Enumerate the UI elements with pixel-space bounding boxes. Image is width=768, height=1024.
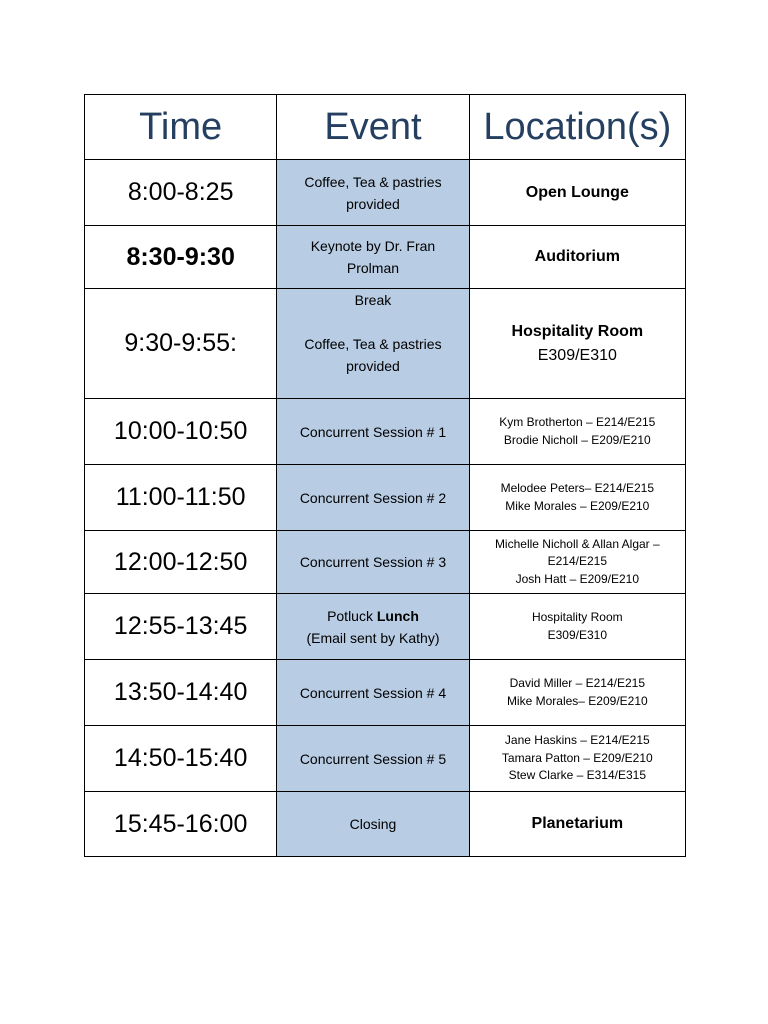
location-text: Open Lounge [525, 183, 629, 201]
location-text: E309/E310 [547, 627, 607, 642]
event-text-bold: Lunch [376, 607, 419, 624]
event-text: Coffee, Tea & pastries [304, 173, 442, 190]
location-cell [469, 399, 685, 465]
schedule-row [85, 465, 686, 531]
location-text: Melodee Peters– E214/E215 [500, 481, 655, 495]
event-text: Prolman [346, 260, 400, 276]
location-text: Stew Clarke – E314/E315 [508, 768, 647, 783]
event-text: provided [346, 195, 400, 212]
location-text: Mike Morales – E209/E210 [505, 498, 650, 513]
event-text: Concurrent Session # 3 [299, 554, 447, 570]
header-event: Event [277, 95, 469, 160]
time-cell: 10:00-10:50 [85, 399, 277, 465]
schedule-row [85, 226, 686, 289]
event-cell [277, 465, 469, 531]
location-text: Brodie Nicholl – E209/E210 [503, 432, 651, 447]
event-text: Closing [349, 816, 397, 832]
location-cell [469, 792, 685, 857]
location-text: E214/E215 [547, 554, 607, 569]
location-text: Planetarium [531, 815, 624, 832]
time-cell: 9:30-9:55: [85, 289, 277, 399]
event-cell [277, 289, 469, 399]
location-cell [469, 726, 685, 792]
location-text: Michelle Nicholl & Allan Algar – [494, 536, 660, 551]
location-text: Kym Brotherton – E214/E215 [499, 415, 656, 429]
schedule-row [85, 399, 686, 465]
schedule-row [85, 594, 686, 660]
time-cell: 15:45-16:00 [85, 792, 277, 857]
event-text: Concurrent Session # 4 [299, 684, 447, 701]
event-text: Concurrent Session # 2 [299, 489, 447, 506]
location-cell [469, 226, 685, 289]
location-text: David Miller – E214/E215 [509, 676, 646, 690]
blank-line [280, 311, 465, 333]
location-cell [469, 289, 685, 399]
event-text: Keynote by Dr. Fran [310, 238, 436, 254]
schedule-row [85, 289, 686, 399]
time-cell: 12:00-12:50 [85, 531, 277, 594]
location-cell [469, 594, 685, 660]
schedule-row [85, 160, 686, 226]
schedule-row [85, 531, 686, 594]
location-text: Josh Hatt – E209/E210 [515, 571, 640, 586]
time-cell: 12:55-13:45 [85, 594, 277, 660]
location-text: Auditorium [534, 248, 620, 265]
event-cell [277, 531, 469, 594]
event-cell [277, 226, 469, 289]
event-text: Break [354, 292, 392, 308]
schedule-row [85, 792, 686, 857]
event-cell [277, 160, 469, 226]
header-row [85, 95, 686, 160]
event-text: Concurrent Session # 1 [299, 423, 447, 440]
location-text: Hospitality Room [531, 610, 623, 624]
location-cell [469, 160, 685, 226]
time-cell: 14:50-15:40 [85, 726, 277, 792]
time-cell: 13:50-14:40 [85, 660, 277, 726]
event-cell [277, 726, 469, 792]
event-text-prefix: Potluck [327, 607, 377, 624]
event-cell [277, 660, 469, 726]
header-time: Time [85, 95, 277, 160]
location-cell [469, 465, 685, 531]
time-cell: 8:30-9:30 [85, 226, 277, 289]
event-cell [277, 594, 469, 660]
location-text: Hospitality Room [511, 322, 644, 340]
location-text: Mike Morales– E209/E210 [506, 693, 648, 708]
event-text: provided [346, 358, 400, 374]
header-location: Location(s) [469, 95, 685, 160]
event-text [280, 605, 465, 627]
location-text: Jane Haskins – E214/E215 [504, 733, 650, 748]
location-text: Tamara Patton – E209/E210 [501, 750, 653, 765]
event-text: Coffee, Tea & pastries [304, 336, 442, 352]
schedule-table [84, 94, 686, 857]
event-cell [277, 792, 469, 857]
schedule-row [85, 660, 686, 726]
event-text: Concurrent Session # 5 [299, 750, 447, 767]
time-cell: 8:00-8:25 [85, 160, 277, 226]
location-room: E309/E310 [537, 346, 617, 364]
event-text: (Email sent by Kathy) [306, 629, 440, 646]
event-cell [277, 399, 469, 465]
time-cell: 11:00-11:50 [85, 465, 277, 531]
schedule-row [85, 726, 686, 792]
location-cell [469, 531, 685, 594]
location-cell [469, 660, 685, 726]
